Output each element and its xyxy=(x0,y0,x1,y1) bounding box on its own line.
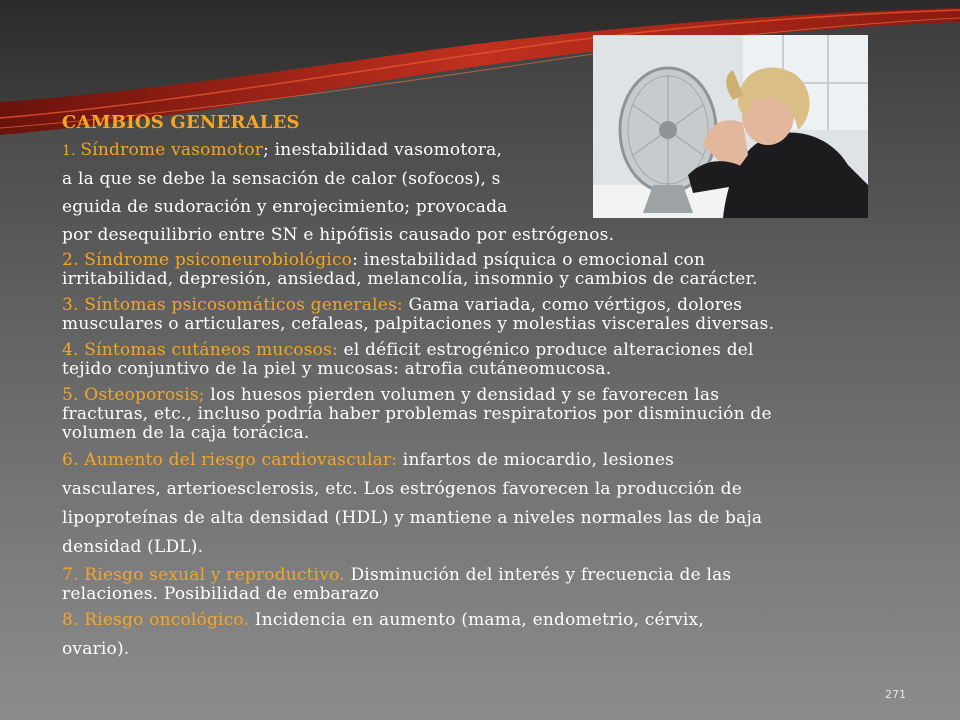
point-5-line-2: fracturas, etc., incluso podría haber problemas respiratorios por disminución de xyxy=(62,404,772,424)
point-2-line-1 xyxy=(62,251,852,270)
page-number: 271 xyxy=(885,688,906,701)
point-1 xyxy=(62,136,852,249)
point-7-title: 7. Riesgo sexual y reproductivo. xyxy=(62,565,345,585)
point-1-line-4: por desequilibrio entre SN e hipófisis causado por estrógenos. xyxy=(62,225,615,245)
point-3-title: 3. Síntomas psicosomáticos generales: xyxy=(62,295,403,315)
point-1-line-1 xyxy=(62,136,852,165)
point-3 xyxy=(62,296,852,334)
point-3-line-1 xyxy=(62,296,852,315)
point-8-line-1 xyxy=(62,606,852,635)
point-2-title: 2. Síndrome psiconeurobiológico xyxy=(62,250,353,270)
point-8-text: Incidencia en aumento (mama, endometrio, cérvix, xyxy=(249,610,704,630)
point-1-title: Síndrome vasomotor xyxy=(80,140,264,160)
point-6-line-2: vasculares, arterioesclerosis, etc. Los estrógenos favorecen la producción de xyxy=(62,479,742,499)
point-1-line-2: a la que se debe la sensación de calor (sofocos), s xyxy=(62,169,501,189)
point-7 xyxy=(62,566,852,604)
point-5-line-3: volumen de la caja torácica. xyxy=(62,423,310,443)
point-6 xyxy=(62,446,852,562)
point-6-line-3: lipoproteínas de alta densidad (HDL) y mantiene a niveles normales las de baja xyxy=(62,508,763,528)
point-1-number: 1. xyxy=(62,143,81,159)
point-5-line-1 xyxy=(62,386,852,405)
point-4-line-1 xyxy=(62,341,852,360)
point-7-line-1 xyxy=(62,566,852,585)
point-6-line-4: densidad (LDL). xyxy=(62,537,204,557)
point-6-title: 6. Aumento del riesgo cardiovascular: xyxy=(62,450,398,470)
point-1-line-3: eguida de sudoración y enrojecimiento; provocada xyxy=(62,197,508,217)
point-3-text: Gama variada, como vértigos, dolores xyxy=(402,295,743,315)
point-5-text: los huesos pierden volumen y densidad y se favorecen las xyxy=(204,385,720,405)
point-1-text: ; inestabilidad vasomotora, xyxy=(263,140,503,160)
point-6-line-1 xyxy=(62,446,852,475)
section-heading: CAMBIOS GENERALES xyxy=(62,112,300,133)
point-2-text: : inestabilidad psíquica o emocional con xyxy=(352,250,706,270)
point-8-line-2: ovario). xyxy=(62,639,130,659)
point-2-line-2: irritabilidad, depresión, ansiedad, melancolía, insomnio y cambios de carácter. xyxy=(62,269,758,289)
point-8-title: 8. Riesgo oncológico. xyxy=(62,610,250,630)
point-8 xyxy=(62,606,852,664)
point-7-text: Disminución del interés y frecuencia de las xyxy=(344,565,732,585)
point-4-line-2: tejido conjuntivo de la piel y mucosas: atrofia cutáneomucosa. xyxy=(62,359,612,379)
point-6-text: infartos de miocardio, lesiones xyxy=(397,450,675,470)
point-4-title: 4. Síntomas cutáneos mucosos: xyxy=(62,340,338,360)
point-4 xyxy=(62,341,852,379)
point-5 xyxy=(62,386,852,443)
point-5-title: 5. Osteoporosis; xyxy=(62,385,205,405)
point-4-text: el déficit estrogénico produce alteraciones del xyxy=(337,340,754,360)
point-3-line-2: musculares o articulares, cefaleas, palpitaciones y molestias viscerales diversas. xyxy=(62,314,775,334)
slide-content xyxy=(62,110,852,664)
point-2 xyxy=(62,251,852,289)
point-7-line-2: relaciones. Posibilidad de embarazo xyxy=(62,584,380,604)
